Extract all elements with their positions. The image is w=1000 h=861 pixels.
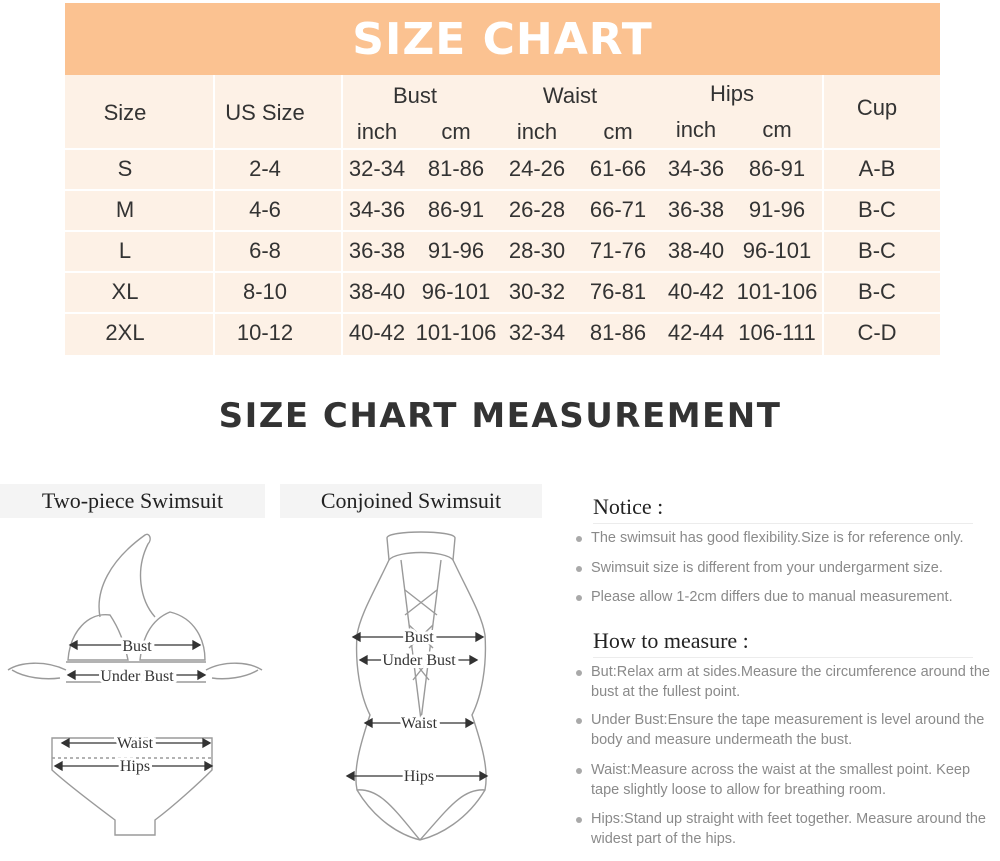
- table-cell: M: [115, 197, 135, 222]
- two-piece-waist-label: Waist: [116, 735, 154, 752]
- row-divider: [65, 189, 940, 191]
- table-cell: 36-38: [348, 238, 406, 263]
- conjoined-label: Conjoined Swimsuit: [280, 484, 542, 518]
- how-to-item: Under Bust:Ensure the tape measurement is level around the body and measure undermeath the bust.: [576, 710, 996, 750]
- table-cell: 101-106: [736, 279, 818, 304]
- table-cell: 24-26: [508, 156, 566, 181]
- table-cell: 38-40: [348, 279, 406, 304]
- two-piece-swimsuit-figure: [0, 520, 270, 860]
- table-cell: B-C: [858, 238, 896, 263]
- table-cell: 8-10: [242, 279, 288, 304]
- two-piece-bust-label: Bust: [122, 638, 152, 655]
- notice-item: Swimsuit size is different from your undergarment size.: [576, 558, 996, 578]
- row-divider: [65, 271, 940, 273]
- conjoined-under-bust-label: Under Bust: [382, 652, 456, 669]
- notice-title: Notice :: [593, 494, 664, 519]
- bullet-icon: [576, 670, 582, 676]
- table-cell: 81-86: [589, 320, 647, 345]
- two-piece-under-bust-label: Under Bust: [100, 668, 174, 685]
- table-cell: 32-34: [348, 156, 406, 181]
- bikini-bottom: [52, 738, 212, 835]
- table-cell: 96-101: [421, 279, 491, 304]
- table-cell: 40-42: [348, 320, 406, 345]
- row-divider: [65, 312, 940, 314]
- table-cell: 34-36: [348, 197, 406, 222]
- bikini-top-left-cup: [68, 615, 128, 660]
- table-cell: S: [117, 156, 133, 181]
- conjoined-waist-label: Waist: [400, 715, 438, 732]
- header-bust: Bust: [392, 83, 438, 108]
- header-waist: Waist: [542, 83, 598, 108]
- table-cell: 71-76: [589, 238, 647, 263]
- how-to-item: Waist:Measure across the waist at the smallest point. Keep tape slightly loose to allow for breathing room.: [576, 760, 996, 800]
- table-cell: 40-42: [667, 279, 725, 304]
- bullet-icon: [576, 536, 582, 542]
- notice-item: Please allow 1-2cm differs due to manual measurement.: [576, 587, 996, 607]
- table-cell: B-C: [858, 197, 896, 222]
- bullet-icon: [576, 718, 582, 724]
- header-cup: Cup: [856, 95, 898, 120]
- header-size: Size: [103, 100, 147, 125]
- bullet-icon: [576, 817, 582, 823]
- notice-divider: [593, 523, 973, 524]
- bullet-icon: [576, 566, 582, 572]
- subheader-waist-cm: cm: [603, 119, 633, 144]
- table-cell: 96-101: [742, 238, 812, 263]
- two-piece-hips-label: Hips: [119, 758, 151, 775]
- table-cell: 32-34: [508, 320, 566, 345]
- table-cell: XL: [111, 279, 139, 304]
- how-to-item: But:Relax arm at sides.Measure the circumference around the bust at the fullest point.: [576, 662, 996, 702]
- table-cell: 101-106: [415, 320, 497, 345]
- how-to-divider: [593, 657, 973, 658]
- table-cell: 28-30: [508, 238, 566, 263]
- table-cell: 38-40: [667, 238, 725, 263]
- table-cell: 91-96: [427, 238, 485, 263]
- size-chart-table: [65, 3, 940, 355]
- subheader-waist-inch: inch: [516, 119, 558, 144]
- subheader-bust-cm: cm: [441, 119, 471, 144]
- table-cell: 4-6: [249, 197, 281, 222]
- table-cell: 86-91: [748, 156, 806, 181]
- two-piece-label: Two-piece Swimsuit: [0, 484, 265, 518]
- table-cell: 26-28: [508, 197, 566, 222]
- measurement-title: SIZE CHART MEASUREMENT: [218, 396, 782, 436]
- bullet-icon: [576, 595, 582, 601]
- notice-item: The swimsuit has good flexibility.Size is for reference only.: [576, 528, 996, 548]
- table-cell: L: [118, 238, 132, 263]
- table-cell: 91-96: [748, 197, 806, 222]
- row-divider: [65, 230, 940, 232]
- table-cell: 6-8: [249, 238, 281, 263]
- subheader-bust-inch: inch: [356, 119, 398, 144]
- table-cell: 2-4: [249, 156, 281, 181]
- size-chart-title: SIZE CHART: [352, 13, 653, 65]
- size-chart-banner: [65, 3, 940, 75]
- table-cell: 86-91: [427, 197, 485, 222]
- table-cell: 76-81: [589, 279, 647, 304]
- how-to-item: Hips:Stand up straight with feet together. Measure around the widest part of the hips.: [576, 809, 996, 849]
- table-cell: 61-66: [589, 156, 647, 181]
- subheader-hips-cm: cm: [762, 117, 792, 142]
- conjoined-swimsuit-figure: [335, 520, 510, 860]
- table-cell: 10-12: [236, 320, 294, 345]
- subheader-hips-inch: inch: [675, 117, 717, 142]
- header-hips: Hips: [709, 81, 754, 106]
- table-cell: 34-36: [667, 156, 725, 181]
- table-cell: 30-32: [508, 279, 566, 304]
- table-cell: A-B: [858, 156, 896, 181]
- table-cell: 81-86: [427, 156, 485, 181]
- table-cell: 36-38: [667, 197, 725, 222]
- how-to-measure-title: How to measure :: [593, 628, 749, 653]
- conjoined-hips-label: Hips: [403, 768, 435, 785]
- table-cell: 106-111: [738, 320, 816, 345]
- row-divider: [65, 148, 940, 150]
- header-us-size: US Size: [225, 100, 305, 125]
- conjoined-bust-label: Bust: [404, 629, 434, 646]
- table-cell: B-C: [858, 279, 896, 304]
- table-cell: 42-44: [667, 320, 725, 345]
- table-cell: C-D: [857, 320, 897, 345]
- bullet-icon: [576, 768, 582, 774]
- table-cell: 2XL: [105, 320, 145, 345]
- table-cell: 66-71: [589, 197, 647, 222]
